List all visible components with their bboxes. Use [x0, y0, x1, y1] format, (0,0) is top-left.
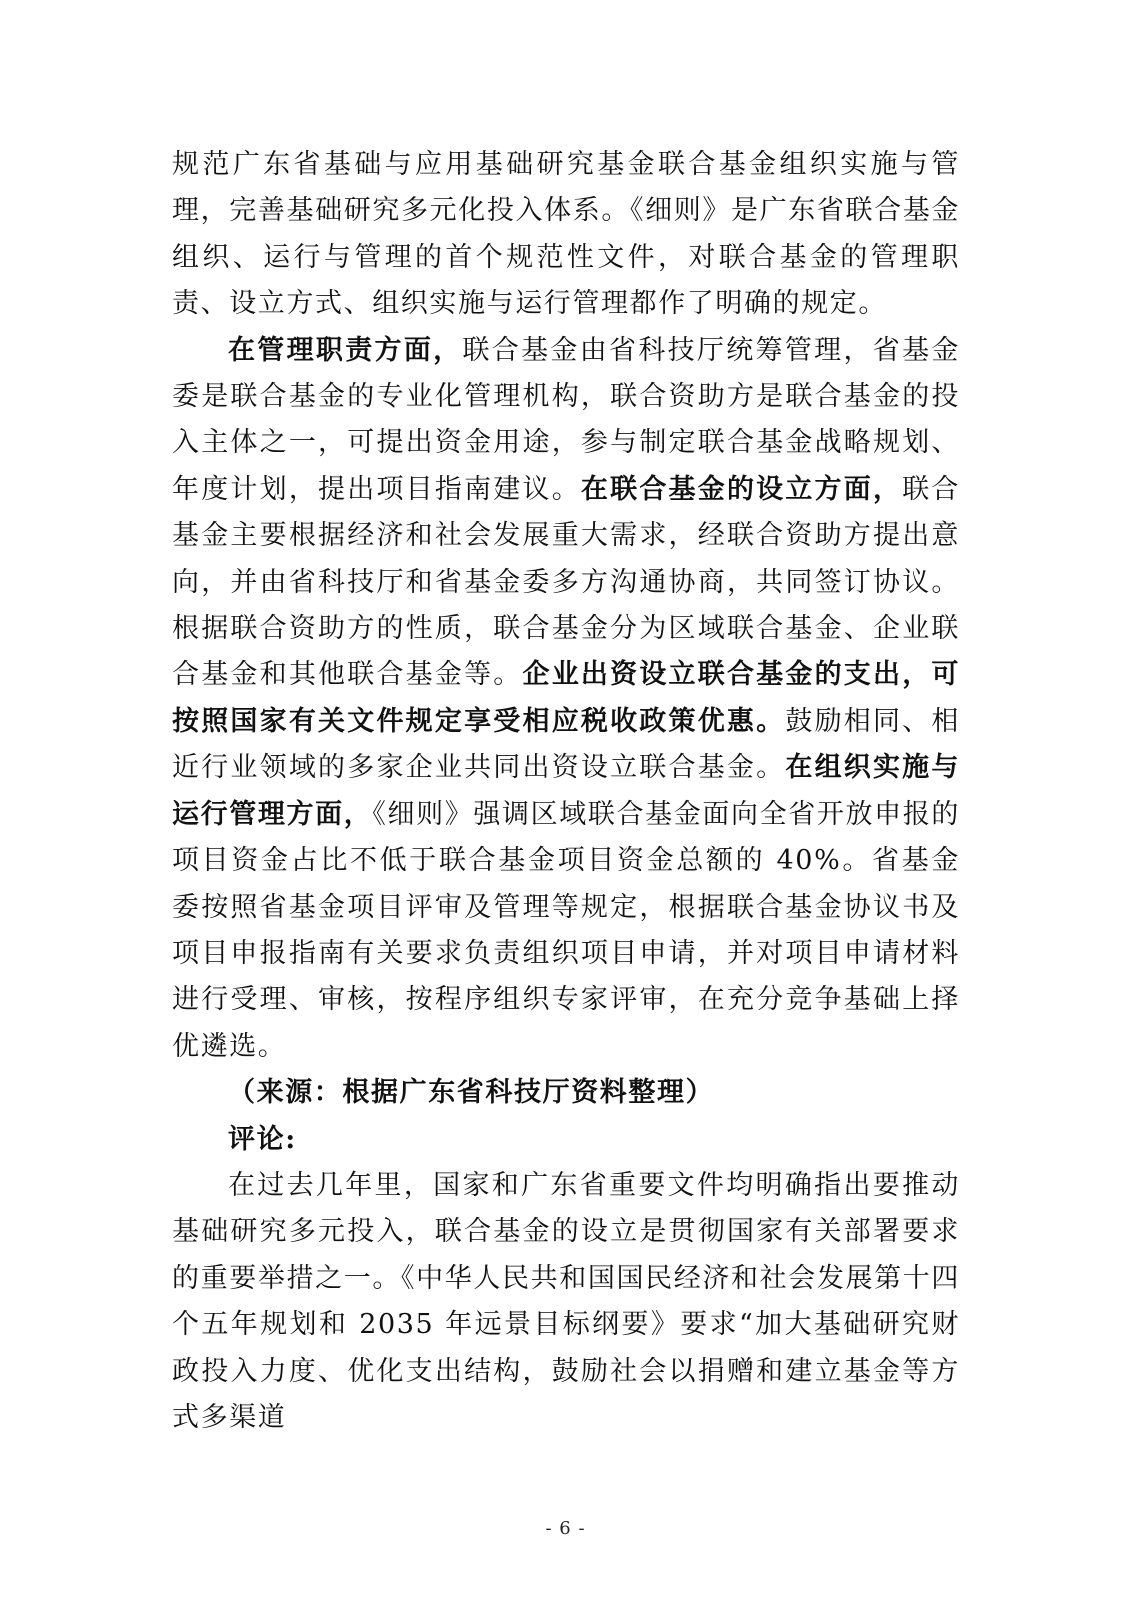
- text-enterprise-encouragement: 鼓励相同、相近行业领域的多家企业共同出资设立联合基金。: [172, 705, 960, 784]
- bold-heading-management-duties: 在管理职责方面，: [228, 334, 463, 366]
- paragraph-intro-continuation: 规范广东省基础与应用基础研究基金联合基金组织实施与管理，完善基础研究多元化投入体系。《细则》是广东省联合基金组织、运行与管理的首个规范性文件，对联合基金的管理职责、设立方式、组织实施与运行管理都作了明确的规定。: [172, 149, 960, 320]
- bold-tax-policy-statement: 企业出资设立联合基金的支出，可按照国家有关文件规定享受相应税收政策优惠。: [172, 659, 961, 737]
- bold-heading-fund-establishment: 在联合基金的设立方面，: [580, 473, 903, 505]
- comment-heading: 评论:: [228, 1123, 297, 1155]
- source-note: （来源：根据广东省科技厅资料整理）: [228, 1077, 715, 1109]
- bold-heading-implementation: 在组织实施与运行管理方面，: [172, 752, 960, 830]
- paragraph-management-details: [172, 328, 960, 1071]
- page-number: - 6 -: [545, 1518, 586, 1539]
- paragraph-comment: 在过去几年里，国家和广东省重要文件均明确指出要推动基础研究多元投入，联合基金的设立是贯彻国家有关部署要求的重要举措之一。《中华人民共和国国民经济和社会发展第十四个五年规划和 2035 年远景目标纲要》要求“加大基础研究财政投入力度、优化支出结构，鼓励社会以捐赠和建立基金等方式多渠道: [172, 1169, 960, 1433]
- text-management-duties: 联合基金由省科技厅统筹管理，省基金委是联合基金的专业化管理机构，联合资助方是联合基金的投入主体之一，可提出资金用途，参与制定联合基金战略规划、年度计划，提出项目指南建议。: [172, 334, 960, 505]
- text-fund-establishment: 联合基金主要根据经济和社会发展重大需求，经联合资助方提出意向，并由省科技厅和省基金委多方沟通协商，共同签订协议。根据联合资助方的性质，联合基金分为区域联合基金、企业联合基金和其他联合基金等。: [172, 473, 960, 691]
- document-body: [172, 142, 960, 1441]
- text-implementation: 《细则》强调区域联合基金面向全省开放申报的项目资金占比不低于联合基金项目资金总额的 40%。省基金委按照省基金项目评审及管理等规定，根据联合基金协议书及项目申报指南有关要求负责组织项目申请，并对项目申请材料进行受理、审核，按程序组织专家评审，在充分竞争基础上择优遴选。: [172, 798, 960, 1062]
